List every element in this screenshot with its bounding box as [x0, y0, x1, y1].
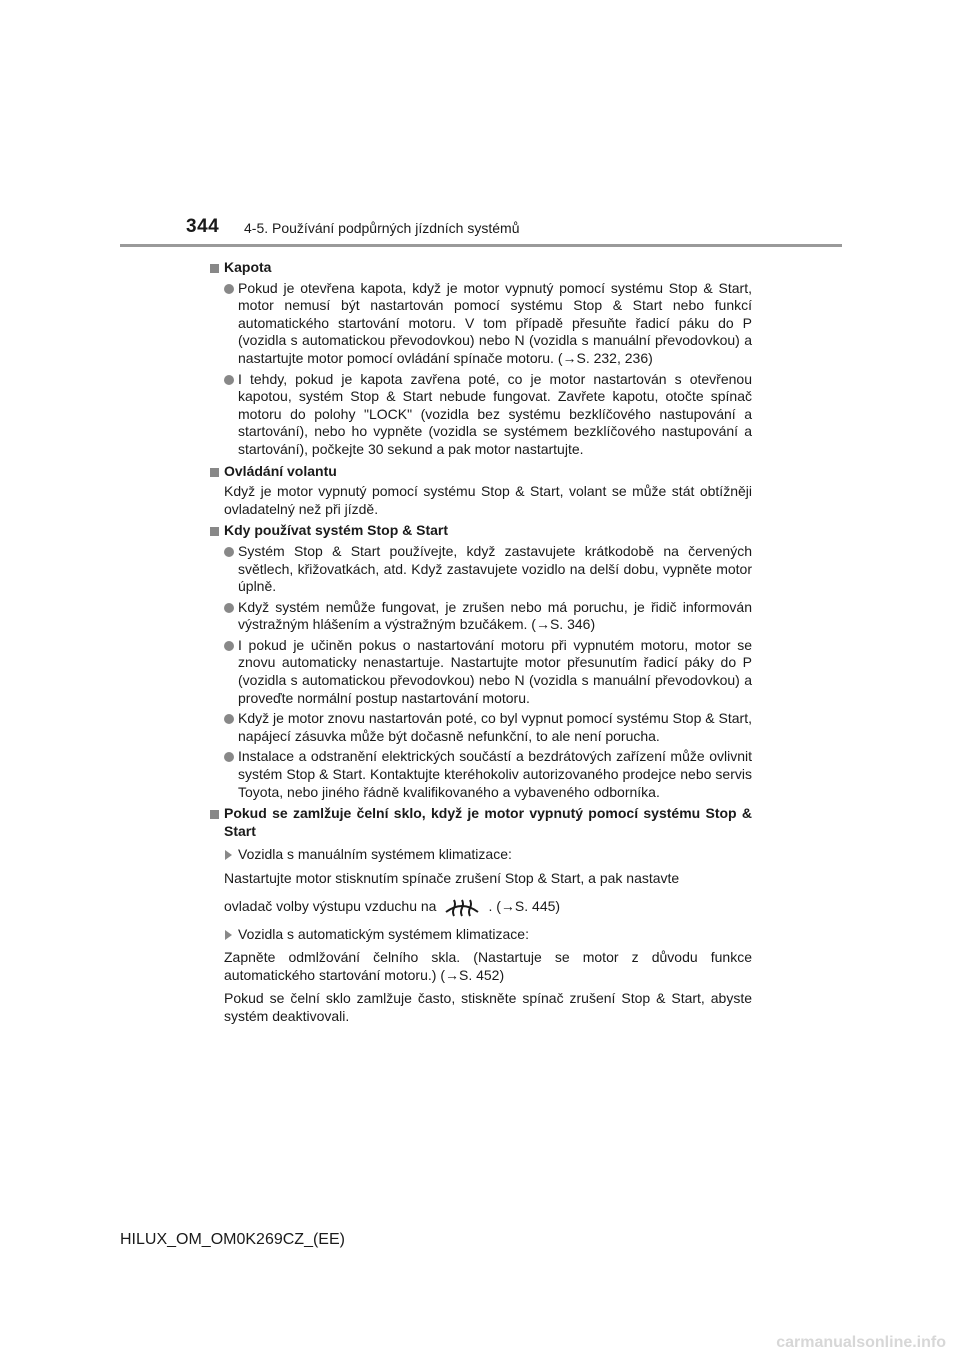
list-item: Instalace a odstranění elektrických součástí a bezdrátových zařízení může ovlivnit systém Stop & Start. Kontaktujte kteréhokoliv autorizovaného prodejce nebo servis Toyota, nebo jiného řádně kvalifikovaného a vybaveného odborníka.: [210, 748, 752, 801]
section-volant: [210, 463, 752, 519]
paragraph: Když je motor vypnutý pomocí systému Stop & Start, volant se může stát obtížněji ovladatelný než při jízdě.: [224, 483, 752, 517]
square-bullet-icon: [210, 527, 219, 536]
paragraph: Pokud se čelní sklo zamlžuje často, stiskněte spínač zrušení Stop & Start, abyste systém deaktivovali.: [224, 990, 752, 1024]
triangle-bullet-icon: [225, 930, 232, 940]
sub-heading: Vozidla s automatickým systémem klimatizace:: [210, 926, 752, 944]
watermark: carmanualsonline.info: [776, 1334, 946, 1351]
header-rule: [120, 244, 842, 247]
square-bullet-icon: [210, 468, 219, 477]
section-kapota: [210, 259, 752, 459]
paragraph: Zapněte odmlžování čelního skla. (Nastartuje se motor z důvodu funkce automatického startování motoru.) (→S. 452): [224, 949, 752, 983]
page-number: 344: [186, 216, 220, 237]
list-item: I tehdy, pokud je kapota zavřena poté, co je motor nastartován s otevřenou kapotou, systém Stop & Start nebude fungovat. Zavřete kapotu, otočte spínač motoru do polohy "LOCK" (vozidla bez systému bezklíčového nastupování a startování), nebo ho vypněte (vozidla se systémem bezklíčového nastupování a startování), počkejte 30 sekund a pak motor nastartujte.: [210, 371, 752, 459]
paragraph: Nastartujte motor stisknutím spínače zrušení Stop & Start, a pak nastavte: [224, 870, 680, 886]
windshield-defrost-icon: [442, 894, 482, 920]
section-title: Kapota: [210, 259, 752, 277]
square-bullet-icon: [210, 810, 219, 819]
section-kdy: [210, 522, 752, 801]
section-title: Pokud se zamlžuje čelní sklo, když je motor vypnutý pomocí systému Stop & Start: [210, 805, 752, 840]
list-item: Když systém nemůže fungovat, je zrušen nebo má poruchu, je řidič informován výstražným hlášením a výstražným bzučákem. (→S. 346): [210, 599, 752, 634]
round-bullet-icon: [224, 375, 234, 385]
page-header: [186, 216, 786, 246]
list-item: Systém Stop & Start používejte, když zastavujete krátkodobě na červených světlech, křižovatkách, atd. Když zastavujete vozidlo na delší dobu, vypněte motor úplně.: [210, 543, 752, 596]
section-sklo: [210, 805, 752, 1025]
section-title: Ovládání volantu: [210, 463, 752, 481]
round-bullet-icon: [224, 284, 234, 294]
list-item: I pokud je učiněn pokus o nastartování motoru při vypnutém motoru, motor se znovu automaticky nenastartuje. Nastartujte motor přesunutím řadicí páky do P (vozidla s automatickou převodovkou) nebo N (vozidla s manuální převodovkou) a proveďte normální postup nastartování motoru.: [210, 637, 752, 707]
sub-heading: Vozidla s manuálním systémem klimatizace:: [210, 846, 752, 864]
page-content: [210, 255, 752, 1026]
round-bullet-icon: [224, 603, 234, 613]
round-bullet-icon: [224, 714, 234, 724]
list-item: Pokud je otevřena kapota, když je motor vypnutý pomocí systému Stop & Start, motor nemusí být nastartován pomocí systému Stop & Start nebo funkcí automatického startování motoru. V tom případě přesuňte řadicí páku do P (vozidla s automatickou převodovkou) nebo N (vozidla s manuální převodovkou) a nastartujte motor pomocí ovládání spínače motoru. (→S. 232, 236): [210, 280, 752, 368]
list-item: Když je motor znovu nastartován poté, co byl vypnut pomocí systému Stop & Start, napájecí zásuvka může být dočasně nefunkční, to ale není porucha.: [210, 710, 752, 745]
section-title: Kdy používat systém Stop & Start: [210, 522, 752, 540]
footer-code: HILUX_OM_OM0K269CZ_(EE): [120, 1231, 345, 1248]
triangle-bullet-icon: [225, 850, 232, 860]
paragraph: ovladač volby výstupu vzduchu na . (→S. 445): [210, 894, 752, 920]
round-bullet-icon: [224, 547, 234, 557]
chapter-title: 4-5. Používání podpůrných jízdních systémů: [244, 220, 520, 236]
round-bullet-icon: [224, 752, 234, 762]
square-bullet-icon: [210, 264, 219, 273]
round-bullet-icon: [224, 641, 234, 651]
